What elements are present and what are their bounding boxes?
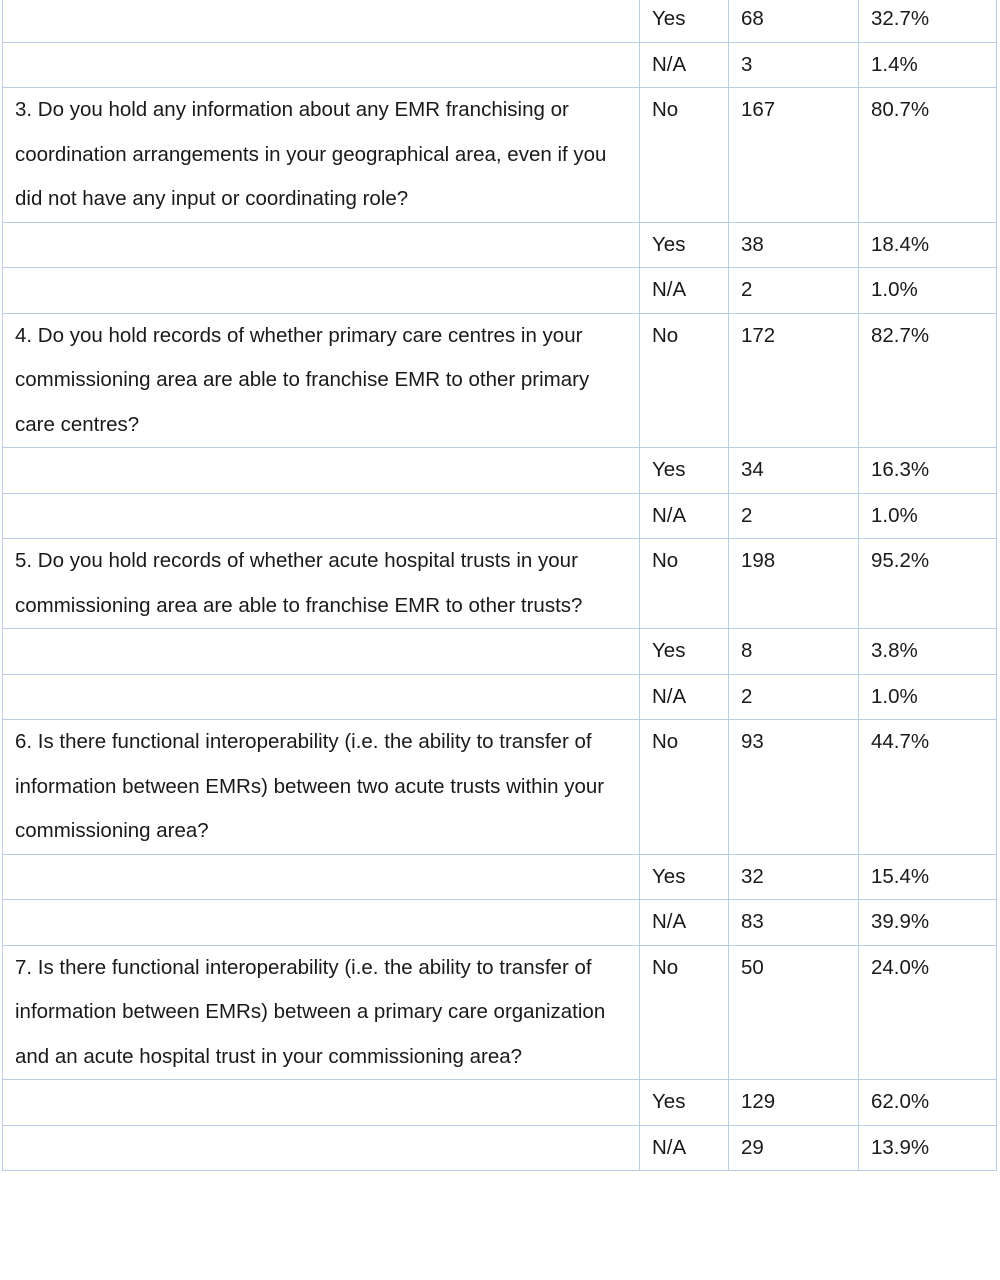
count-cell: 68 (729, 0, 859, 42)
percent-cell: 82.7% (859, 313, 997, 448)
table-row (3, 674, 997, 720)
percent-cell: 24.0% (859, 945, 997, 1080)
answer-cell: Yes (640, 0, 729, 42)
percent-cell: 95.2% (859, 539, 997, 629)
question-cell: 7. Is there functional interoperability (i.e. the ability to transfer of information between EMRs) between a primary care organization and an acute hospital trust in your commissioning area? (3, 945, 640, 1080)
answer-cell: Yes (640, 629, 729, 675)
count-cell: 2 (729, 268, 859, 314)
count-cell: 129 (729, 1080, 859, 1126)
percent-cell: 1.0% (859, 268, 997, 314)
question-cell (3, 674, 640, 720)
table-row (3, 222, 997, 268)
table-row (3, 629, 997, 675)
question-cell (3, 1125, 640, 1171)
percent-cell: 80.7% (859, 88, 997, 223)
answer-cell: Yes (640, 222, 729, 268)
count-cell: 34 (729, 448, 859, 494)
table-row (3, 448, 997, 494)
count-cell: 38 (729, 222, 859, 268)
question-cell: 6. Is there functional interoperability (i.e. the ability to transfer of information between EMRs) between two acute trusts within your commissioning area? (3, 720, 640, 855)
count-cell: 93 (729, 720, 859, 855)
table-row (3, 268, 997, 314)
answer-cell: N/A (640, 674, 729, 720)
answer-cell: No (640, 88, 729, 223)
question-cell (3, 268, 640, 314)
count-cell: 50 (729, 945, 859, 1080)
count-cell: 8 (729, 629, 859, 675)
question-cell (3, 629, 640, 675)
table-row (3, 313, 997, 448)
percent-cell: 3.8% (859, 629, 997, 675)
answer-cell: N/A (640, 268, 729, 314)
table-row (3, 900, 997, 946)
table-row (3, 1080, 997, 1126)
table-row (3, 42, 997, 88)
count-cell: 172 (729, 313, 859, 448)
count-cell: 2 (729, 674, 859, 720)
answer-cell: N/A (640, 42, 729, 88)
percent-cell: 32.7% (859, 0, 997, 42)
percent-cell: 62.0% (859, 1080, 997, 1126)
table-row (3, 88, 997, 223)
answer-cell: N/A (640, 900, 729, 946)
table-row (3, 1125, 997, 1171)
count-cell: 167 (729, 88, 859, 223)
question-cell (3, 0, 640, 42)
answer-cell: Yes (640, 854, 729, 900)
percent-cell: 1.4% (859, 42, 997, 88)
answer-cell: No (640, 945, 729, 1080)
count-cell: 29 (729, 1125, 859, 1171)
answer-cell: No (640, 313, 729, 448)
count-cell: 198 (729, 539, 859, 629)
count-cell: 2 (729, 493, 859, 539)
table-row (3, 854, 997, 900)
table-row (3, 0, 997, 42)
question-cell (3, 42, 640, 88)
question-cell (3, 493, 640, 539)
answer-cell: N/A (640, 493, 729, 539)
answer-cell: Yes (640, 448, 729, 494)
percent-cell: 15.4% (859, 854, 997, 900)
answer-cell: Yes (640, 1080, 729, 1126)
question-cell (3, 1080, 640, 1126)
percent-cell: 39.9% (859, 900, 997, 946)
table-row (3, 539, 997, 629)
question-cell (3, 222, 640, 268)
answer-cell: No (640, 720, 729, 855)
answer-cell: No (640, 539, 729, 629)
percent-cell: 44.7% (859, 720, 997, 855)
question-cell (3, 448, 640, 494)
answer-cell: N/A (640, 1125, 729, 1171)
count-cell: 83 (729, 900, 859, 946)
count-cell: 32 (729, 854, 859, 900)
percent-cell: 1.0% (859, 493, 997, 539)
table-row (3, 945, 997, 1080)
question-cell (3, 854, 640, 900)
question-cell: 4. Do you hold records of whether primary care centres in your commissioning area are able to franchise EMR to other primary care centres? (3, 313, 640, 448)
survey-results-table (2, 0, 997, 1171)
question-cell: 5. Do you hold records of whether acute hospital trusts in your commissioning area are able to franchise EMR to other trusts? (3, 539, 640, 629)
percent-cell: 16.3% (859, 448, 997, 494)
question-cell: 3. Do you hold any information about any EMR franchising or coordination arrangements in your geographical area, even if you did not have any input or coordinating role? (3, 88, 640, 223)
table-row (3, 493, 997, 539)
question-cell (3, 900, 640, 946)
count-cell: 3 (729, 42, 859, 88)
table-row (3, 720, 997, 855)
percent-cell: 1.0% (859, 674, 997, 720)
percent-cell: 18.4% (859, 222, 997, 268)
percent-cell: 13.9% (859, 1125, 997, 1171)
survey-results-body (3, 0, 997, 1171)
